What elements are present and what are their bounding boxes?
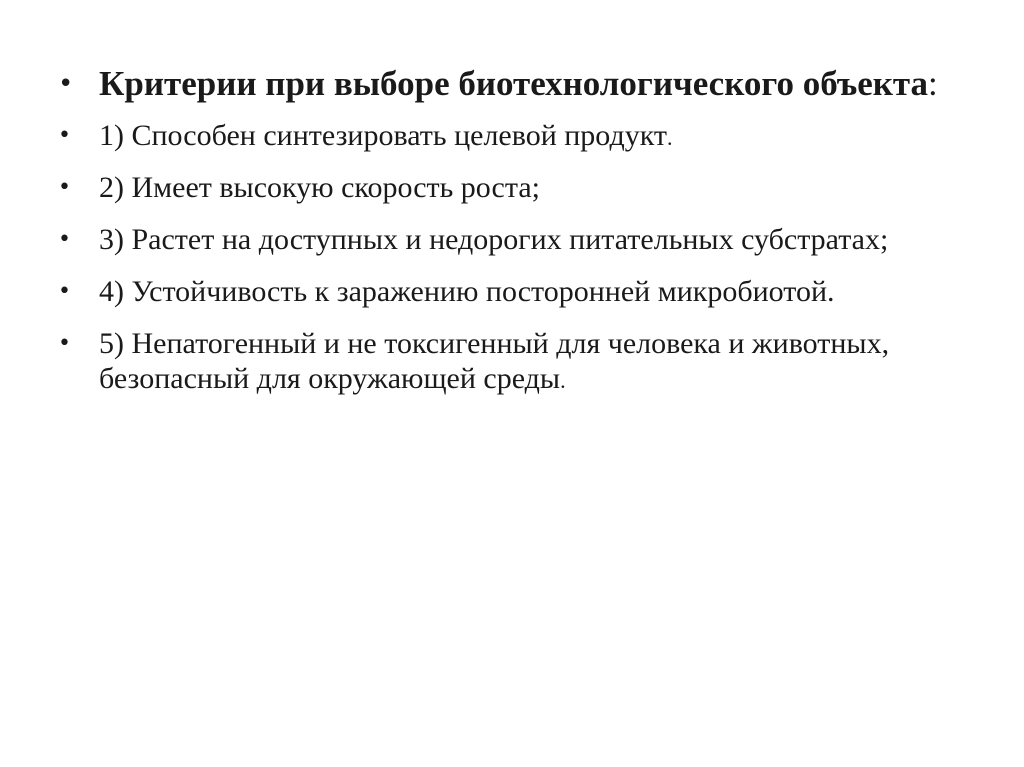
bullet-icon: • — [58, 123, 71, 148]
list-item-text: 2) Имеет высокую скорость роста; — [99, 171, 540, 204]
heading-colon: : — [928, 64, 938, 103]
list-item-text: 3) Растет на доступных и недорогих питательных субстратах; — [99, 223, 889, 256]
list-item — [58, 326, 958, 398]
list-item-text: 5) Непатогенный и не токсигенный для человека и животных, безопасный для окружающей среды — [99, 327, 890, 395]
bullet-icon: • — [58, 331, 71, 356]
bullet-icon: • — [58, 69, 74, 99]
heading-text: Критерии при выборе биотехнологического объекта — [99, 64, 929, 103]
list-item — [58, 170, 958, 207]
list-item-text: 1) Способен синтезировать целевой продукт — [99, 119, 667, 152]
list-item-text: 4) Устойчивость к заражению посторонней микробиотой. — [99, 275, 835, 308]
list-item-suffix: . — [667, 125, 673, 150]
list-item-suffix: . — [560, 368, 566, 393]
list-item — [58, 274, 958, 311]
bullet-icon: • — [58, 227, 71, 252]
bullet-icon: • — [58, 279, 71, 304]
list-item — [58, 222, 958, 259]
bullet-list — [58, 62, 958, 413]
slide-heading — [58, 62, 958, 106]
list-item — [58, 118, 958, 155]
bullet-icon: • — [58, 175, 71, 200]
